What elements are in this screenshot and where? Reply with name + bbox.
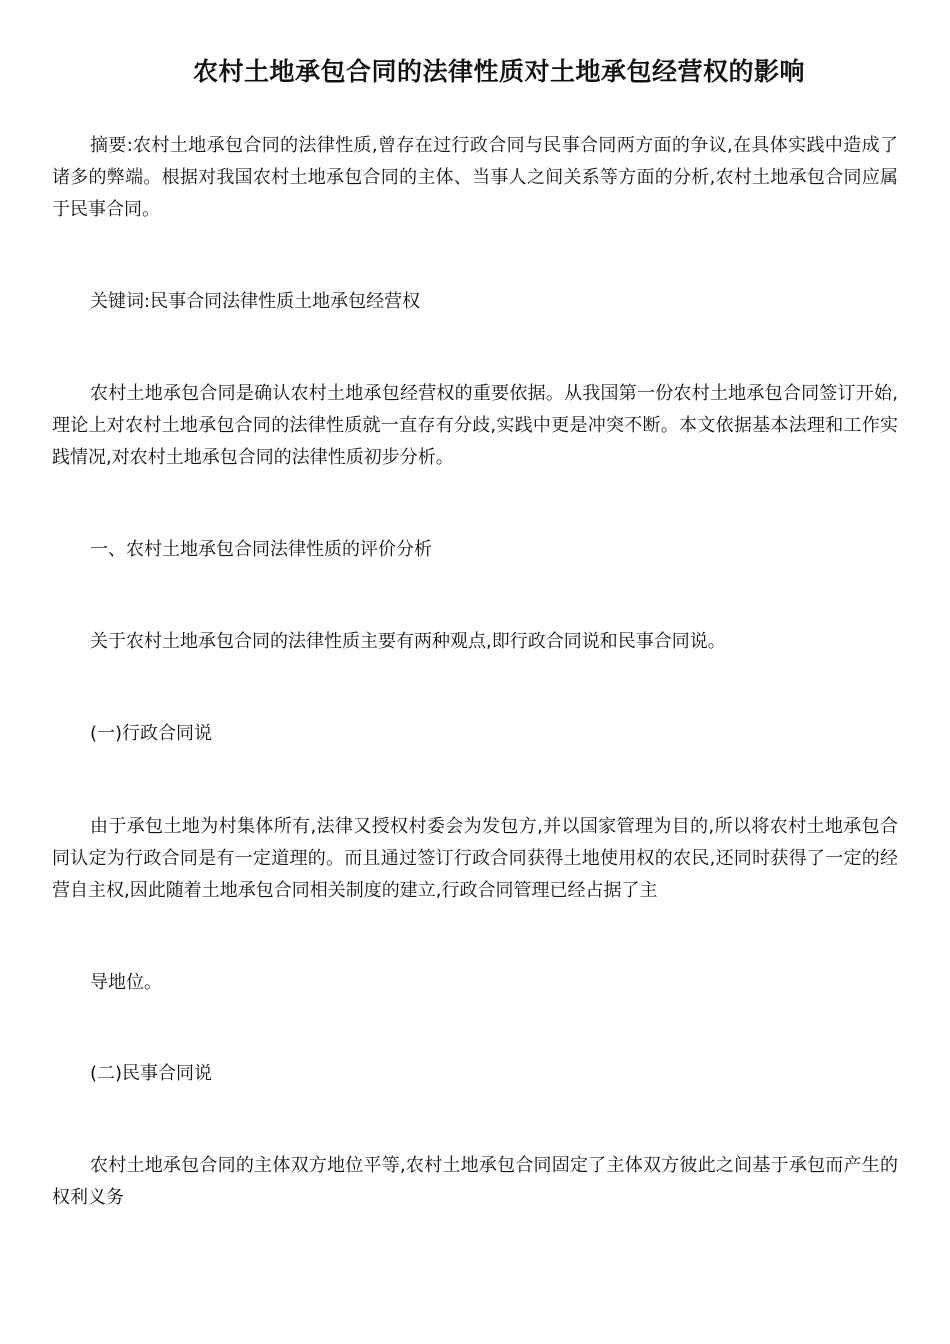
section-heading-1: 一、农村土地承包合同法律性质的评价分析 xyxy=(90,539,432,560)
subheading-civil-contract: (二)民事合同说 xyxy=(90,1063,213,1084)
abstract-paragraph: 摘要:农村土地承包合同的法律性质,曾存在过行政合同与民事合同两方面的争议,在具体实践中造成了诸多的弊端。根据对我国农村土地承包合同的主体、当事人之间关系等方面的分析,农村土地承包合同应属于民事合同。 xyxy=(52,135,898,220)
civil-contract-paragraph: 农村土地承包合同的主体双方地位平等,农村土地承包合同固定了主体双方彼此之间基于承包而产生的权利义务 xyxy=(52,1155,898,1208)
two-views-paragraph: 关于农村土地承包合同的法律性质主要有两种观点,即行政合同说和民事合同说。 xyxy=(90,631,726,652)
admin-contract-continuation: 导地位。 xyxy=(90,972,162,993)
subheading-admin-contract: (一)行政合同说 xyxy=(90,723,213,744)
admin-contract-paragraph: 由于承包土地为村集体所有,法律又授权村委会为发包方,并以国家管理为目的,所以将农村土地承包合同认定为行政合同是有一定道理的。而且通过签订行政合同获得土地使用权的农民,还同时获得了一定的经营自主权,因此随着土地承包合同相关制度的建立,行政合同管理已经占据了主 xyxy=(52,816,898,901)
keywords-paragraph: 关键词:民事合同法律性质土地承包经营权 xyxy=(90,291,421,312)
intro-paragraph: 农村土地承包合同是确认农村土地承包经营权的重要依据。从我国第一份农村土地承包合同签订开始,理论上对农村土地承包合同的法律性质就一直存有分歧,实践中更是冲突不断。本文依据基本法理和工作实践情况,对农村土地承包合同的法律性质初步分析。 xyxy=(52,383,898,468)
document-title: 农村土地承包合同的法律性质对土地承包经营权的影响 xyxy=(192,57,805,86)
